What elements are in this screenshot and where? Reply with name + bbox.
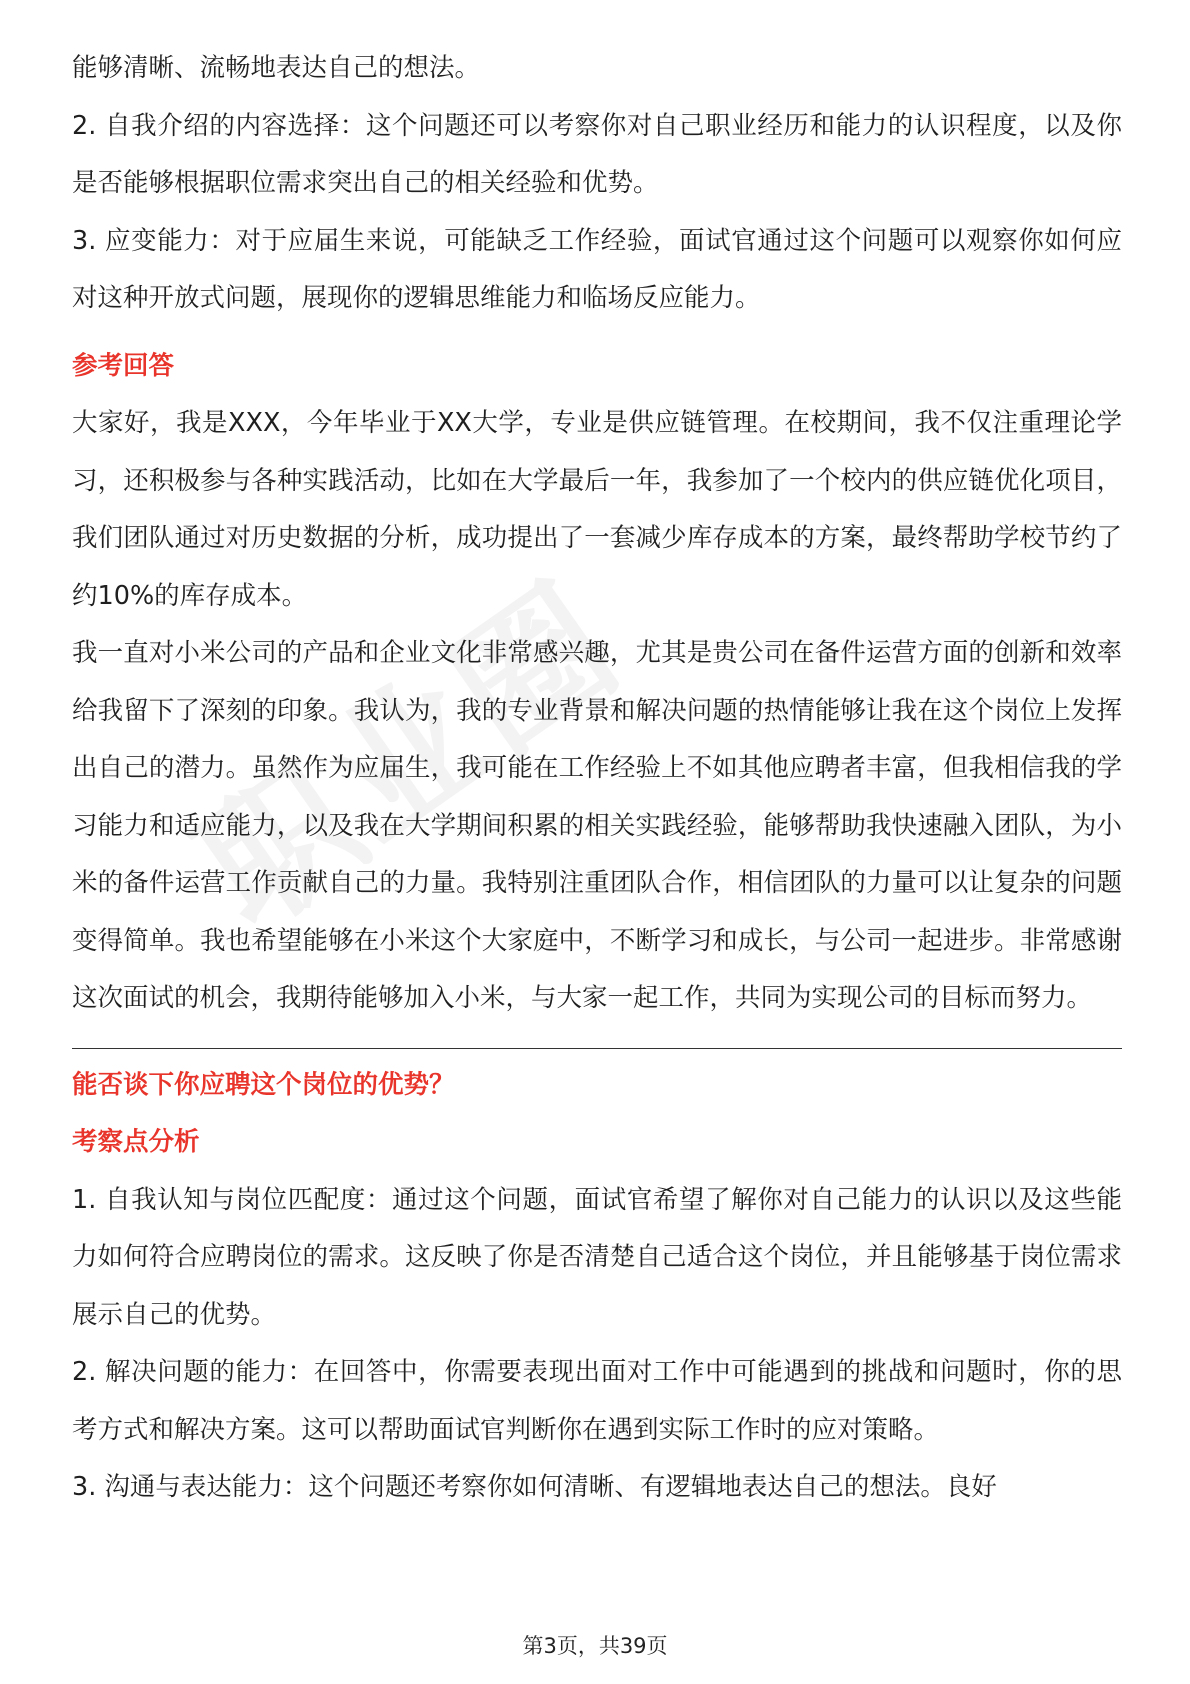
- question-title: 能否谈下你应聘这个岗位的优势？: [72, 1069, 455, 1100]
- list-item: 3. 应变能力：对于应届生来说，可能缺乏工作经验，面试官通过这个问题可以观察你如何应对这种开放式问题，展现你的逻辑思维能力和临场反应能力。: [72, 225, 1122, 313]
- list-item: 2. 自我介绍的内容选择：这个问题还可以考察你对自己职业经历和能力的认识程度，以及你是否能够根据职位需求突出自己的相关经验和优势。: [72, 110, 1122, 198]
- page-number: 第3页，共39页: [522, 1634, 668, 1658]
- document-page: [72, 40, 1122, 1517]
- section-divider: [72, 1048, 1122, 1049]
- continued-line: 能够清晰、流畅地表达自己的想法。: [72, 53, 481, 83]
- analysis-heading: 考察点分析: [72, 1127, 200, 1157]
- answer-paragraph: 大家好，我是XXX，今年毕业于XX大学，专业是供应链管理。在校期间，我不仅注重理论学习，还积极参与各种实践活动，比如在大学最后一年，我参加了一个校内的供应链优化项目，我们团队通过对历史数据的分析，成功提出了一套减少库存成本的方案，最终帮助学校节约了约10%的库存成本。: [72, 408, 1122, 611]
- list-item: 2. 解决问题的能力：在回答中，你需要表现出面对工作中可能遇到的挑战和问题时，你的思考方式和解决方案。这可以帮助面试官判断你在遇到实际工作时的应对策略。: [72, 1357, 1122, 1445]
- answer-paragraph: 我一直对小米公司的产品和企业文化非常感兴趣，尤其是贵公司在备件运营方面的创新和效率给我留下了深刻的印象。我认为，我的专业背景和解决问题的热情能够让我在这个岗位上发挥出自己的潜力。虽然作为应届生，我可能在工作经验上不如其他应聘者丰富，但我相信我的学习能力和适应能力，以及我在大学期间积累的相关实践经验，能够帮助我快速融入团队，为小米的备件运营工作贡献自己的力量。我特别注重团队合作，相信团队的力量可以让复杂的问题变得简单。我也希望能够在小米这个大家庭中，不断学习和成长，与公司一起进步。非常感谢这次面试的机会，我期待能够加入小米，与大家一起工作，共同为实现公司的目标而努力。: [72, 638, 1122, 1013]
- list-item: 1. 自我认知与岗位匹配度：通过这个问题，面试官希望了解你对自己能力的认识以及这些能力如何符合应聘岗位的需求。这反映了你是否清楚自己适合这个岗位，并且能够基于岗位需求展示自己的优势。: [72, 1184, 1122, 1330]
- answer-heading: 参考回答: [72, 350, 175, 381]
- list-item: 3. 沟通与表达能力：这个问题还考察你如何清晰、有逻辑地表达自己的想法。良好: [72, 1472, 997, 1502]
